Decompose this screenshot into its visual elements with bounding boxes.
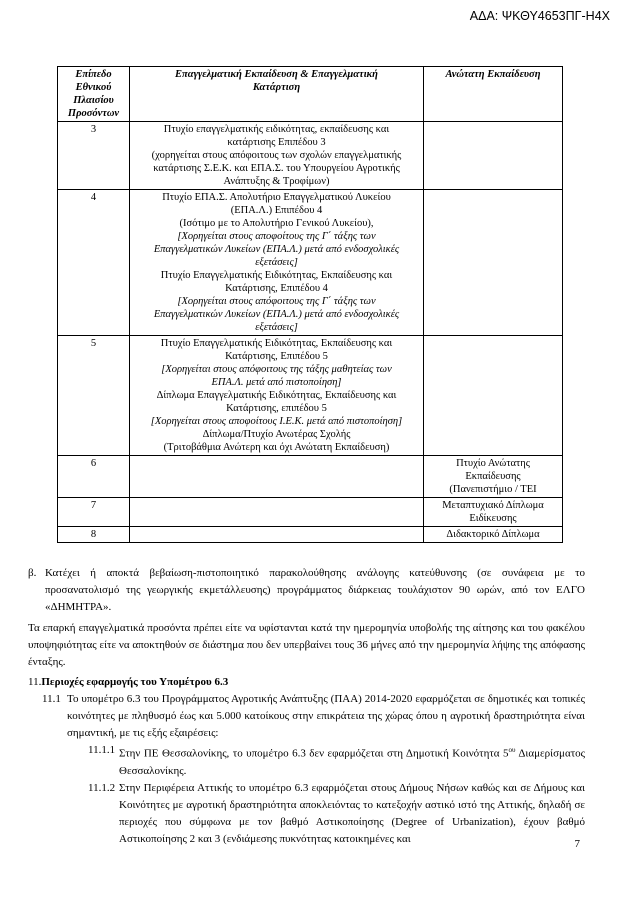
header-line: Ανώτατη Εκπαίδευση	[445, 69, 541, 80]
cell-vocational	[130, 527, 424, 543]
list-label: β.	[28, 567, 37, 579]
cell-line: Πτυχίο Επαγγελματικής Ειδικότητας, Εκπαίδευσης και	[160, 270, 393, 281]
cell-line: Κατάρτισης, επιπέδου 5	[226, 403, 327, 414]
section-heading	[28, 674, 585, 691]
subsection-text: Το υπομέτρο 6.3 του Προγράμματος Αγροτικής Ανάπτυξης (ΠΑΑ) 2014-2020 εφαρμόζεται σε δημοτικές και τοπικές κοινότητες με πληθυσμό έως και 5.000 κατοίκους στην επικράτεια της χώρας όπου η αγροτική δραστηριότητα είναι σημαντική, με τις εξής εξαιρέσεις:	[67, 693, 585, 739]
cell-level: 8	[58, 527, 130, 543]
cell-higher-education	[424, 527, 563, 543]
cell-level: 5	[58, 336, 130, 456]
cell-line: Πτυχίο επαγγελματικής ειδικότητας, εκπαίδευσης και	[163, 124, 390, 135]
cell-vocational	[130, 190, 424, 336]
subsection-number: 11.1.1	[88, 744, 116, 756]
cell-line: (ΕΠΑ.Λ.) Επιπέδου 4	[230, 205, 323, 216]
table-row	[58, 527, 563, 543]
cell-level: 7	[58, 498, 130, 527]
cell-line: (Τριτοβάθμια Ανώτερη και όχι Ανώτατη Εκπαίδευση)	[163, 442, 390, 453]
subsection-number: 11.1.2	[88, 781, 116, 794]
cell-line: [Χορηγείται στους απόφοιτους της τάξης μαθητείας των	[161, 364, 392, 375]
page-number: 7	[574, 838, 580, 850]
table-row	[58, 336, 563, 456]
cell-line: κατάρτισης Σ.Ε.Κ. και ΕΠΑ.Σ. του Υπουργείου Αγροτικής	[153, 163, 400, 174]
subsection-text-part: Διαμερίσματος Θεσσαλονίκης.	[119, 747, 585, 777]
subsection-text: Στην Περιφέρεια Αττικής το υπομέτρο 6.3 εφαρμόζεται στους Δήμους Νήσων καθώς και σε Δήμους και Κοινότητες με αγροτική δραστηριότητα αποκλειόντας το κατεξοχήν αστικό ιστό της Αττικής, δηλαδή σε περιοχές που σύμφωνα με τον βαθμό Αστικοποίησης (Degree of Urbanization), έχουν βαθμό Αστικοποίησης 2 και 3 (ενδιάμεσης πυκνότητας κατοικημένες και	[119, 781, 585, 845]
cell-line: κατάρτισης Επιπέδου 3	[227, 137, 326, 148]
header-line: Εθνικού	[75, 82, 112, 93]
cell-vocational	[130, 498, 424, 527]
section-number: 11.	[28, 676, 42, 688]
cell-line: ΕΠΑ.Λ. μετά από πιστοποίηση]	[211, 377, 342, 388]
cell-line: Πτυχίο Ανώτατης	[456, 458, 530, 469]
cell-line: [Χορηγείται στους απόφοιτους της Γ΄ τάξης των	[177, 296, 376, 307]
table-body	[58, 122, 563, 543]
header-nqf-level	[58, 67, 130, 122]
cell-line: Δίπλωμα Επαγγελματικής Ειδικότητας, Εκπαίδευσης και	[156, 390, 397, 401]
cell-line: Κατάρτισης, Επιπέδου 5	[225, 351, 328, 362]
cell-level: 4	[58, 190, 130, 336]
cell-line: Πτυχίο ΕΠΑ.Σ. Απολυτήριο Επαγγελματικού Λυκείου	[162, 192, 391, 203]
list-item-b	[28, 565, 585, 616]
subsection-text-part: Στην ΠΕ Θεσσαλονίκης, το υπομέτρο 6.3 δεν εφαρμόζεται στη Δημοτική Κοινότητα 5	[119, 747, 509, 760]
table-row	[58, 190, 563, 336]
cell-line: (Πανεπιστήμιο / ΤΕΙ	[449, 484, 537, 495]
cell-line: Επαγγελματικών Λυκείων (ΕΠΑ.Λ.) μετά από ενδοσχολικές	[153, 244, 400, 255]
cell-line: Διδακτορικό Δίπλωμα	[446, 529, 540, 540]
cell-line: (χορηγείται στους απόφοιτους των σχολών επαγγελματικής	[151, 150, 402, 161]
cell-higher-education	[424, 190, 563, 336]
cell-higher-education	[424, 498, 563, 527]
ordinal-superscript: ου	[508, 746, 516, 754]
cell-line: (Ισότιμο με το Απολυτήριο Γενικού Λυκείου),	[179, 218, 374, 229]
cell-level: 3	[58, 122, 130, 190]
cell-vocational	[130, 456, 424, 498]
cell-line: [Χορηγείται στους αποφοίτους της Γ΄ τάξης των	[177, 231, 376, 242]
document-body	[28, 565, 585, 848]
cell-higher-education	[424, 336, 563, 456]
list-text: Κατέχει ή αποκτά βεβαίωση-πιστοποιητικό παρακολούθησης ανάλογης κατεύθυνσης (σε συνάφεια με το προσανατολισμό της γεωργικής εκμετάλλευσης) προγράμματος διάρκειας τουλάχιστον 90 ωρών, από τον ΕΛΓΟ «ΔΗΜΗΤΡΑ».	[45, 567, 585, 613]
header-vocational	[130, 67, 424, 122]
subsection-number: 11.1	[42, 693, 61, 705]
ada-code: ΑΔΑ: ΨΚΘΥ4653ΠΓ-Η4Χ	[469, 9, 610, 23]
header-higher-education	[424, 67, 563, 122]
subsection-11-1-2	[88, 780, 585, 848]
cell-line: Επαγγελματικών Λυκείων (ΕΠΑ.Λ.) μετά από ενδοσχολικές	[153, 309, 400, 320]
cell-vocational	[130, 122, 424, 190]
cell-line: Εκπαίδευσης	[465, 471, 521, 482]
header-line: Κατάρτιση	[252, 82, 301, 93]
header-line: Προσόντων	[67, 108, 120, 119]
header-line: Πλαισίου	[73, 95, 114, 106]
qualifications-table	[57, 66, 563, 543]
section-title: Περιοχές εφαρμογής του Υπομέτρου 6.3	[41, 676, 229, 688]
header-line: Επαγγελματική Εκπαίδευση & Επαγγελματική	[175, 69, 378, 80]
cell-level: 6	[58, 456, 130, 498]
cell-line: εξετάσεις]	[255, 257, 298, 268]
subsection-text	[119, 742, 585, 780]
cell-line: Πτυχίο Επαγγελματικής Ειδικότητας, Εκπαίδευσης και	[160, 338, 393, 349]
cell-higher-education	[424, 122, 563, 190]
qualification-deadline-paragraph: Τα επαρκή επαγγελματικά προσόντα πρέπει είτε να υφίστανται κατά την ημερομηνία υποβολής της αίτησης και του φακέλου υποψηφιότητας είτε να αποκτηθούν σε διάστημα που δεν υπερβαίνει τους 36 μήνες από την ημερομηνία λήψης της απόφασης ένταξης.	[28, 622, 585, 668]
cell-line: [Χορηγείται στους αποφοίτους Ι.Ε.Κ. μετά από πιστοποίηση]	[150, 416, 403, 427]
table-header-row	[58, 67, 563, 122]
cell-vocational	[130, 336, 424, 456]
subsection-11-1	[42, 691, 585, 742]
cell-line: Μεταπτυχιακό Δίπλωμα	[442, 500, 544, 511]
cell-line: Ανάπτυξης & Τροφίμων)	[223, 176, 330, 187]
subsection-11-1-1	[88, 742, 585, 780]
cell-line: Δίπλωμα/Πτυχίο Ανωτέρας Σχολής	[202, 429, 351, 440]
cell-higher-education	[424, 456, 563, 498]
table-row	[58, 498, 563, 527]
table-row	[58, 122, 563, 190]
cell-line: Ειδίκευσης	[469, 513, 517, 524]
table-row	[58, 456, 563, 498]
cell-line: Κατάρτισης, Επιπέδου 4	[225, 283, 328, 294]
header-line: Επίπεδο	[75, 69, 112, 80]
cell-line: εξετάσεις]	[255, 322, 298, 333]
